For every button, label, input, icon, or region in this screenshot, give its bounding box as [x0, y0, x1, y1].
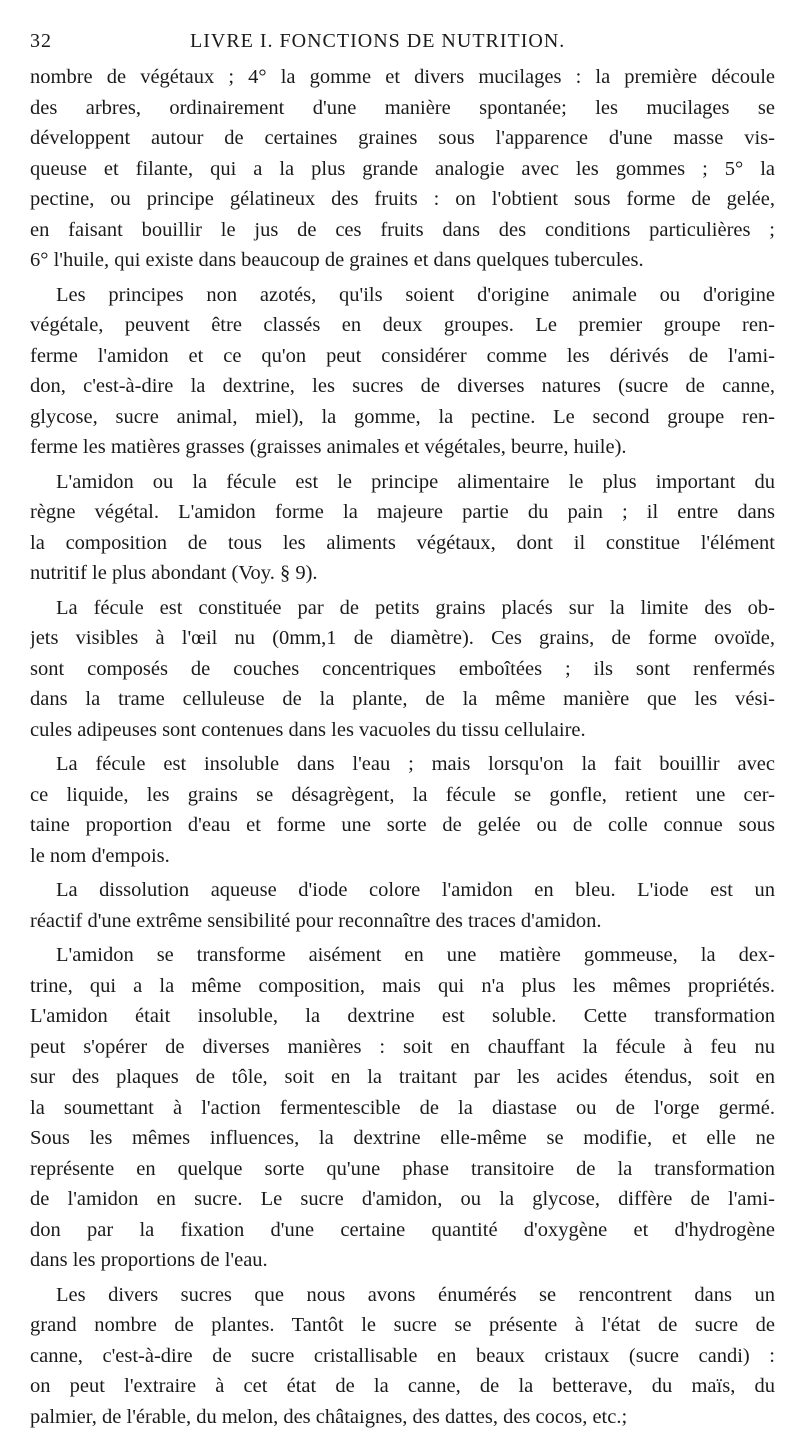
paragraph	[30, 467, 775, 589]
text-line: règne végétal. L'amidon forme la majeure partie du pain ; il entre dans	[30, 501, 775, 523]
running-title: LIVRE I. FONCTIONS DE NUTRITION.	[190, 30, 566, 52]
text-line: des arbres, ordinairement d'une manière spontanée; les mucilages se	[30, 96, 775, 119]
text-line: pectine, ou principe gélatineux des fruits : on l'obtient sous forme de gelée,	[30, 188, 775, 210]
text-line: taine proportion d'eau et forme une sorte de gelée ou de colle connue sous	[30, 814, 775, 836]
text-line: palmier, de l'érable, du melon, des châtaignes, des dattes, des cocos, etc.;	[30, 1405, 628, 1428]
text-line: sont composés de couches concentriques emboîtées ; ils sont renfermés	[30, 657, 775, 680]
text-line: grand nombre de plantes. Tantôt le sucre se présente à l'état de sucre de	[30, 1314, 775, 1336]
text-line: 6° l'huile, qui existe dans beaucoup de graines et dans quelques tubercules.	[30, 249, 644, 271]
text-line: développent autour de certaines graines sous l'apparence d'une masse vis-	[30, 127, 775, 149]
text-line: ce liquide, les grains se désagrègent, la fécule se gonfle, retient une cer-	[30, 783, 775, 806]
text-line: ferme les matières grasses (graisses animales et végétales, beurre, huile).	[30, 436, 627, 458]
text-line: ferme l'amidon et ce qu'on peut considérer comme les dérivés de l'ami-	[30, 344, 775, 367]
text-line: La dissolution aqueuse d'iode colore l'amidon en bleu. L'iode est un	[56, 879, 775, 901]
paragraph	[30, 749, 775, 871]
text-line: L'amidon se transforme aisément en une matière gommeuse, la dex-	[56, 944, 775, 966]
text-line: jets visibles à l'œil nu (0mm,1 de diamètre). Ces grains, de forme ovoïde,	[30, 627, 775, 649]
paragraph	[30, 875, 775, 936]
text-line: La fécule est insoluble dans l'eau ; mais lorsqu'on la fait bouillir avec	[56, 753, 775, 775]
text-line: L'amidon ou la fécule est le principe alimentaire le plus important du	[56, 470, 775, 493]
text-line: L'amidon était insoluble, la dextrine est soluble. Cette transformation	[30, 1005, 775, 1027]
text-line: La fécule est constituée par de petits grains placés sur la limite des ob-	[56, 596, 775, 619]
text-line: don, c'est-à-dire la dextrine, les sucres de diverses natures (sucre de canne,	[30, 375, 775, 397]
text-line: réactif d'une extrême sensibilité pour reconnaître des traces d'amidon.	[30, 909, 602, 932]
text-line: nutritif le plus abondant (Voy. § 9).	[30, 562, 318, 584]
text-line: canne, c'est-à-dire de sucre cristallisable en beaux cristaux (sucre candi) :	[30, 1344, 775, 1367]
text-line: peut s'opérer de diverses manières : soit en chauffant la fécule à feu nu	[30, 1035, 775, 1058]
page-number: 32	[30, 30, 52, 52]
paragraph	[30, 940, 775, 1276]
text-line: on peut l'extraire à cet état de la canne, de la betterave, du maïs, du	[30, 1375, 775, 1397]
page-header	[30, 22, 775, 62]
text-line: de l'amidon en sucre. Le sucre d'amidon, ou la glycose, diffère de l'ami-	[30, 1188, 775, 1210]
text-line: Sous les mêmes influences, la dextrine elle-même se modifie, et elle ne	[30, 1127, 775, 1149]
text-line: Les principes non azotés, qu'ils soient d'origine animale ou d'origine	[56, 283, 775, 306]
text-line: la composition de tous les aliments végétaux, dont il constitue l'élément	[30, 531, 775, 554]
text-line: dans la trame celluleuse de la plante, de la même manière que les vési-	[30, 688, 775, 710]
text-line: la soumettant à l'action fermentescible de la diastase ou de l'orge germé.	[30, 1096, 775, 1119]
text-line: nombre de végétaux ; 4° la gomme et divers mucilages : la première découle	[30, 66, 775, 88]
text-line: représente en quelque sorte qu'une phase transitoire de la transformation	[30, 1157, 775, 1180]
text-line: sur des plaques de tôle, soit en la traitant par les acides étendus, soit en	[30, 1066, 775, 1088]
paragraph	[30, 593, 775, 746]
text-line: le nom d'empois.	[30, 844, 170, 867]
text-line: Les divers sucres que nous avons énumérés se rencontrent dans un	[56, 1283, 775, 1306]
text-line: dans les proportions de l'eau.	[30, 1249, 268, 1271]
text-line: trine, qui a la même composition, mais qui n'a plus les mêmes propriétés.	[30, 974, 775, 997]
text-line: don par la fixation d'une certaine quantité d'oxygène et d'hydrogène	[30, 1218, 775, 1241]
text-line: végétale, peuvent être classés en deux groupes. Le premier groupe ren-	[30, 314, 775, 336]
paragraph	[30, 280, 775, 463]
text-line: cules adipeuses sont contenues dans les vacuoles du tissu cellulaire.	[30, 718, 586, 741]
paragraph	[30, 62, 775, 276]
text-line: glycose, sucre animal, miel), la gomme, la pectine. Le second groupe ren-	[30, 405, 775, 428]
text-line: en faisant bouillir le jus de ces fruits dans des conditions particulières ;	[30, 218, 775, 241]
book-page	[30, 22, 775, 1428]
text-line: queuse et filante, qui a la plus grande analogie avec les gommes ; 5° la	[30, 157, 775, 180]
body-text	[30, 62, 775, 1432]
paragraph	[30, 1280, 775, 1432]
